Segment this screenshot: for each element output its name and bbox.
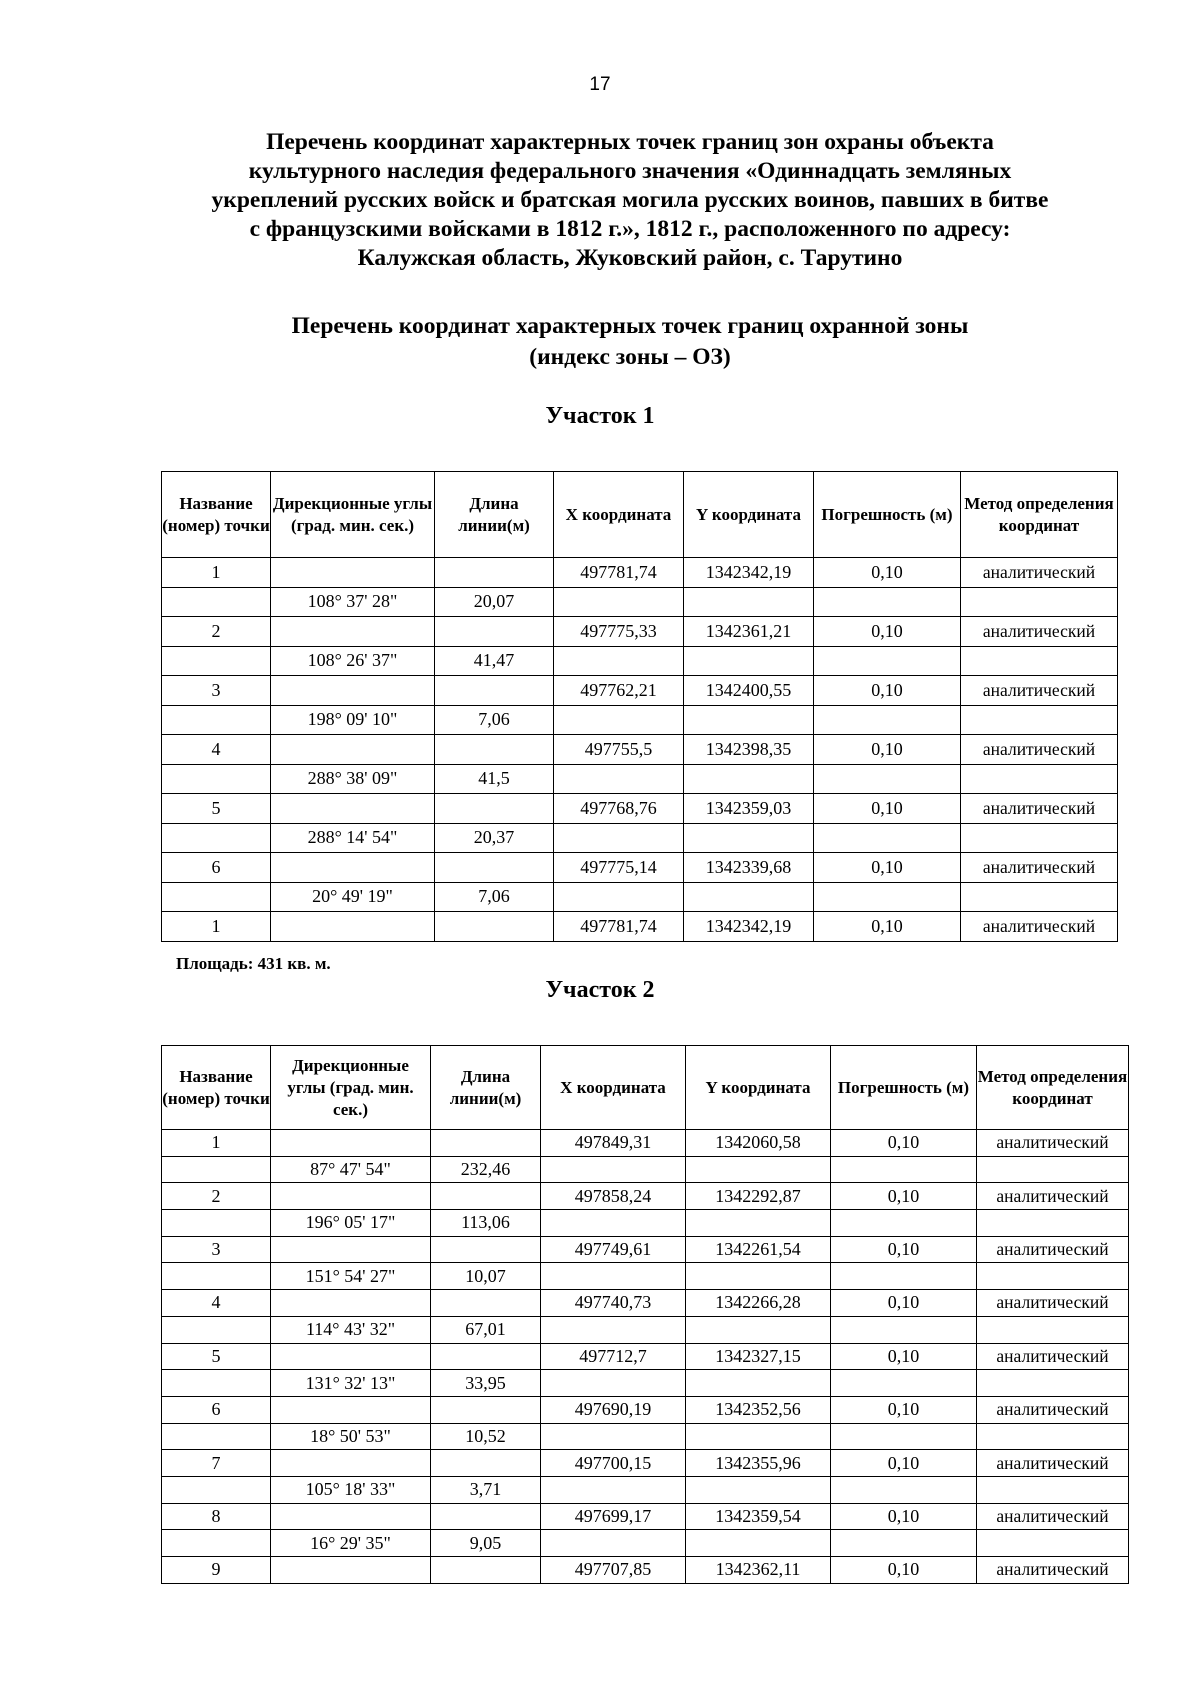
y-coordinate-cell: 1342361,21 xyxy=(684,617,814,647)
bearing-cell xyxy=(271,1450,431,1477)
x-coordinate-cell xyxy=(541,1476,686,1503)
point-name-cell xyxy=(162,587,271,617)
table-row xyxy=(162,1316,1129,1343)
section-title xyxy=(160,311,1100,373)
length-cell xyxy=(431,1236,541,1263)
table-row xyxy=(162,823,1118,853)
point-name-cell: 2 xyxy=(162,617,271,647)
bearing-cell: 151° 54' 27" xyxy=(271,1263,431,1290)
length-cell: 20,07 xyxy=(435,587,554,617)
subtitle-line: Перечень координат характерных точек границ охранной зоны xyxy=(291,313,969,339)
y-coordinate-cell: 1342327,15 xyxy=(686,1343,831,1370)
point-name-cell: 3 xyxy=(162,1236,271,1263)
table-row xyxy=(162,882,1118,912)
length-cell: 33,95 xyxy=(431,1370,541,1397)
y-coordinate-cell: 1342342,19 xyxy=(684,912,814,942)
x-coordinate-cell xyxy=(554,882,684,912)
accuracy-cell: 0,10 xyxy=(831,1130,977,1157)
accuracy-cell: 0,10 xyxy=(831,1343,977,1370)
y-coordinate-cell: 1342400,55 xyxy=(684,676,814,706)
length-cell xyxy=(431,1396,541,1423)
table-row xyxy=(162,1503,1129,1530)
area-note: Площадь: 431 кв. м. xyxy=(176,954,331,973)
bearing-cell: 288° 38' 09" xyxy=(271,764,435,794)
x-coordinate-cell xyxy=(554,646,684,676)
method-cell xyxy=(977,1370,1129,1397)
method-cell: аналитический xyxy=(977,1236,1129,1263)
point-name-cell xyxy=(162,1156,271,1183)
bearing-cell xyxy=(271,735,435,765)
bearing-cell: 20° 49' 19" xyxy=(271,882,435,912)
accuracy-cell xyxy=(814,823,961,853)
method-cell xyxy=(977,1316,1129,1343)
bearing-cell xyxy=(271,1183,431,1210)
x-coordinate-cell: 497781,74 xyxy=(554,912,684,942)
title-line: с французскими войсками в 1812 г.», 1812 г., расположенного по адресу: xyxy=(249,216,1011,242)
accuracy-cell: 0,10 xyxy=(814,794,961,824)
bearing-cell xyxy=(271,794,435,824)
column-header: Длина линии(м) xyxy=(435,472,554,558)
method-cell xyxy=(977,1530,1129,1557)
bearing-cell: 16° 29' 35" xyxy=(271,1530,431,1557)
accuracy-cell: 0,10 xyxy=(831,1396,977,1423)
accuracy-cell: 0,10 xyxy=(814,617,961,647)
length-cell: 41,5 xyxy=(435,764,554,794)
column-header: Y координата xyxy=(686,1046,831,1130)
column-header: Дирекционные углы (град. мин. сек.) xyxy=(271,472,435,558)
bearing-cell: 87° 47' 54" xyxy=(271,1156,431,1183)
bearing-cell xyxy=(271,558,435,588)
table-header-row xyxy=(162,1046,1129,1130)
y-coordinate-cell: 1342398,35 xyxy=(684,735,814,765)
table-body xyxy=(162,558,1118,942)
x-coordinate-cell xyxy=(554,823,684,853)
point-name-cell: 5 xyxy=(162,1343,271,1370)
point-name-cell: 3 xyxy=(162,676,271,706)
bearing-cell xyxy=(271,1290,431,1317)
table-row xyxy=(162,1236,1129,1263)
x-coordinate-cell: 497690,19 xyxy=(541,1396,686,1423)
point-name-cell: 8 xyxy=(162,1503,271,1530)
table-row xyxy=(162,853,1118,883)
x-coordinate-cell: 497749,61 xyxy=(541,1236,686,1263)
length-cell xyxy=(435,676,554,706)
column-header: Дирекционные углы (град. мин. сек.) xyxy=(271,1046,431,1130)
plot-1-heading: Участок 1 xyxy=(545,403,655,429)
x-coordinate-cell: 497699,17 xyxy=(541,1503,686,1530)
y-coordinate-cell: 1342261,54 xyxy=(686,1236,831,1263)
point-name-cell: 1 xyxy=(162,558,271,588)
bearing-cell: 114° 43' 32" xyxy=(271,1316,431,1343)
method-cell: аналитический xyxy=(961,558,1118,588)
y-coordinate-cell: 1342266,28 xyxy=(686,1290,831,1317)
accuracy-cell: 0,10 xyxy=(831,1236,977,1263)
y-coordinate-cell: 1342342,19 xyxy=(684,558,814,588)
length-cell xyxy=(431,1130,541,1157)
method-cell: аналитический xyxy=(977,1557,1129,1584)
bearing-cell: 108° 37' 28" xyxy=(271,587,435,617)
point-name-cell: 1 xyxy=(162,1130,271,1157)
method-cell xyxy=(961,646,1118,676)
y-coordinate-cell: 1342359,54 xyxy=(686,1503,831,1530)
x-coordinate-cell xyxy=(541,1263,686,1290)
column-header: Y координата xyxy=(684,472,814,558)
x-coordinate-cell: 497712,7 xyxy=(541,1343,686,1370)
y-coordinate-cell: 1342352,56 xyxy=(686,1396,831,1423)
accuracy-cell: 0,10 xyxy=(814,735,961,765)
bearing-cell: 288° 14' 54" xyxy=(271,823,435,853)
x-coordinate-cell: 497740,73 xyxy=(541,1290,686,1317)
length-cell xyxy=(435,558,554,588)
page-number: 17 xyxy=(589,74,611,95)
length-cell xyxy=(431,1290,541,1317)
accuracy-cell xyxy=(814,882,961,912)
y-coordinate-cell xyxy=(684,705,814,735)
bearing-cell xyxy=(271,1130,431,1157)
accuracy-cell: 0,10 xyxy=(831,1557,977,1584)
length-cell xyxy=(431,1343,541,1370)
title-line: культурного наследия федерального значения «Одиннадцать земляных xyxy=(248,158,1012,184)
method-cell: аналитический xyxy=(977,1183,1129,1210)
length-cell xyxy=(431,1450,541,1477)
length-cell xyxy=(435,794,554,824)
y-coordinate-cell xyxy=(686,1156,831,1183)
table-row xyxy=(162,1557,1129,1584)
y-coordinate-cell xyxy=(686,1530,831,1557)
subtitle-line: (индекс зоны – ОЗ) xyxy=(529,344,731,370)
column-header: X координата xyxy=(541,1046,686,1130)
point-name-cell xyxy=(162,764,271,794)
point-name-cell: 4 xyxy=(162,735,271,765)
accuracy-cell xyxy=(831,1423,977,1450)
accuracy-cell: 0,10 xyxy=(814,912,961,942)
accuracy-cell: 0,10 xyxy=(814,676,961,706)
method-cell: аналитический xyxy=(977,1290,1129,1317)
table-row xyxy=(162,1396,1129,1423)
bearing-cell xyxy=(271,1396,431,1423)
table-row xyxy=(162,676,1118,706)
x-coordinate-cell: 497775,33 xyxy=(554,617,684,647)
method-cell: аналитический xyxy=(961,617,1118,647)
x-coordinate-cell xyxy=(554,764,684,794)
accuracy-cell: 0,10 xyxy=(831,1183,977,1210)
accuracy-cell xyxy=(814,587,961,617)
table-row xyxy=(162,1423,1129,1450)
table-row xyxy=(162,705,1118,735)
x-coordinate-cell xyxy=(541,1210,686,1237)
table-row xyxy=(162,1530,1129,1557)
bearing-cell: 105° 18' 33" xyxy=(271,1476,431,1503)
table-row xyxy=(162,1130,1129,1157)
method-cell xyxy=(961,764,1118,794)
column-header: Метод определения координат xyxy=(977,1046,1129,1130)
bearing-cell xyxy=(271,912,435,942)
accuracy-cell xyxy=(831,1316,977,1343)
bearing-cell: 198° 09' 10" xyxy=(271,705,435,735)
table-row xyxy=(162,1210,1129,1237)
method-cell: аналитический xyxy=(961,735,1118,765)
bearing-cell: 196° 05' 17" xyxy=(271,1210,431,1237)
plot-2-coordinates-table xyxy=(161,1045,1129,1584)
y-coordinate-cell: 1342339,68 xyxy=(684,853,814,883)
x-coordinate-cell: 497781,74 xyxy=(554,558,684,588)
point-name-cell xyxy=(162,1476,271,1503)
column-header: Название (номер) точки xyxy=(162,472,271,558)
point-name-cell xyxy=(162,1210,271,1237)
length-cell xyxy=(435,735,554,765)
x-coordinate-cell xyxy=(554,587,684,617)
point-name-cell: 2 xyxy=(162,1183,271,1210)
accuracy-cell xyxy=(831,1210,977,1237)
method-cell: аналитический xyxy=(977,1503,1129,1530)
y-coordinate-cell: 1342359,03 xyxy=(684,794,814,824)
bearing-cell xyxy=(271,853,435,883)
title-line: укреплений русских войск и братская могила русских воинов, павших в битве xyxy=(211,187,1049,213)
method-cell: аналитический xyxy=(961,912,1118,942)
x-coordinate-cell: 497775,14 xyxy=(554,853,684,883)
accuracy-cell xyxy=(831,1476,977,1503)
point-name-cell: 6 xyxy=(162,1396,271,1423)
table-header-row xyxy=(162,472,1118,558)
column-header: Метод определения координат xyxy=(961,472,1118,558)
x-coordinate-cell: 497755,5 xyxy=(554,735,684,765)
length-cell: 113,06 xyxy=(431,1210,541,1237)
accuracy-cell: 0,10 xyxy=(814,558,961,588)
bearing-cell xyxy=(271,617,435,647)
x-coordinate-cell xyxy=(541,1370,686,1397)
bearing-cell xyxy=(271,1557,431,1584)
y-coordinate-cell: 1342060,58 xyxy=(686,1130,831,1157)
method-cell xyxy=(977,1263,1129,1290)
method-cell xyxy=(977,1423,1129,1450)
length-cell: 10,07 xyxy=(431,1263,541,1290)
plot-1-coordinates-table xyxy=(161,471,1118,942)
length-cell: 7,06 xyxy=(435,882,554,912)
length-cell xyxy=(435,912,554,942)
method-cell: аналитический xyxy=(961,853,1118,883)
point-name-cell xyxy=(162,705,271,735)
point-name-cell: 7 xyxy=(162,1450,271,1477)
table-row xyxy=(162,794,1118,824)
length-cell xyxy=(431,1503,541,1530)
accuracy-cell xyxy=(814,646,961,676)
x-coordinate-cell: 497768,76 xyxy=(554,794,684,824)
method-cell: аналитический xyxy=(961,676,1118,706)
x-coordinate-cell: 497849,31 xyxy=(541,1130,686,1157)
y-coordinate-cell xyxy=(686,1476,831,1503)
bearing-cell xyxy=(271,1236,431,1263)
x-coordinate-cell: 497858,24 xyxy=(541,1183,686,1210)
column-header: Погрешность (м) xyxy=(831,1046,977,1130)
point-name-cell: 1 xyxy=(162,912,271,942)
point-name-cell xyxy=(162,1263,271,1290)
point-name-cell: 5 xyxy=(162,794,271,824)
accuracy-cell: 0,10 xyxy=(831,1450,977,1477)
method-cell xyxy=(961,823,1118,853)
method-cell xyxy=(961,882,1118,912)
table-row xyxy=(162,1263,1129,1290)
y-coordinate-cell xyxy=(684,646,814,676)
accuracy-cell xyxy=(831,1370,977,1397)
length-cell xyxy=(435,617,554,647)
accuracy-cell xyxy=(814,764,961,794)
method-cell: аналитический xyxy=(977,1343,1129,1370)
bearing-cell xyxy=(271,676,435,706)
length-cell: 20,37 xyxy=(435,823,554,853)
point-name-cell: 4 xyxy=(162,1290,271,1317)
table-row xyxy=(162,558,1118,588)
point-name-cell: 6 xyxy=(162,853,271,883)
accuracy-cell xyxy=(814,705,961,735)
x-coordinate-cell xyxy=(541,1156,686,1183)
table-row xyxy=(162,764,1118,794)
table-row xyxy=(162,1183,1129,1210)
point-name-cell xyxy=(162,1423,271,1450)
y-coordinate-cell xyxy=(686,1370,831,1397)
accuracy-cell: 0,10 xyxy=(814,853,961,883)
table-row xyxy=(162,1290,1129,1317)
y-coordinate-cell: 1342292,87 xyxy=(686,1183,831,1210)
y-coordinate-cell xyxy=(686,1210,831,1237)
method-cell: аналитический xyxy=(977,1130,1129,1157)
point-name-cell xyxy=(162,823,271,853)
accuracy-cell xyxy=(831,1156,977,1183)
x-coordinate-cell xyxy=(554,705,684,735)
length-cell xyxy=(435,853,554,883)
length-cell: 7,06 xyxy=(435,705,554,735)
length-cell: 9,05 xyxy=(431,1530,541,1557)
bearing-cell xyxy=(271,1343,431,1370)
plot-2-heading: Участок 2 xyxy=(545,977,655,1003)
accuracy-cell: 0,10 xyxy=(831,1503,977,1530)
x-coordinate-cell: 497700,15 xyxy=(541,1450,686,1477)
column-header: Название (номер) точки xyxy=(162,1046,271,1130)
x-coordinate-cell: 497762,21 xyxy=(554,676,684,706)
x-coordinate-cell xyxy=(541,1316,686,1343)
x-coordinate-cell xyxy=(541,1530,686,1557)
table-row xyxy=(162,1156,1129,1183)
bearing-cell: 108° 26' 37" xyxy=(271,646,435,676)
x-coordinate-cell xyxy=(541,1423,686,1450)
y-coordinate-cell xyxy=(684,882,814,912)
table-row xyxy=(162,1450,1129,1477)
length-cell: 67,01 xyxy=(431,1316,541,1343)
table-row xyxy=(162,617,1118,647)
table-row xyxy=(162,646,1118,676)
accuracy-cell: 0,10 xyxy=(831,1290,977,1317)
table-row xyxy=(162,1476,1129,1503)
point-name-cell xyxy=(162,646,271,676)
point-name-cell xyxy=(162,1370,271,1397)
method-cell xyxy=(977,1210,1129,1237)
point-name-cell xyxy=(162,1316,271,1343)
column-header: Длина линии(м) xyxy=(431,1046,541,1130)
point-name-cell xyxy=(162,882,271,912)
length-cell: 41,47 xyxy=(435,646,554,676)
method-cell: аналитический xyxy=(977,1450,1129,1477)
method-cell xyxy=(961,705,1118,735)
accuracy-cell xyxy=(831,1263,977,1290)
table-row xyxy=(162,735,1118,765)
point-name-cell xyxy=(162,1530,271,1557)
y-coordinate-cell xyxy=(686,1316,831,1343)
y-coordinate-cell: 1342355,96 xyxy=(686,1450,831,1477)
y-coordinate-cell: 1342362,11 xyxy=(686,1557,831,1584)
y-coordinate-cell xyxy=(686,1423,831,1450)
length-cell: 232,46 xyxy=(431,1156,541,1183)
y-coordinate-cell xyxy=(684,764,814,794)
method-cell xyxy=(977,1156,1129,1183)
method-cell: аналитический xyxy=(977,1396,1129,1423)
length-cell xyxy=(431,1557,541,1584)
table-row xyxy=(162,1370,1129,1397)
table-row xyxy=(162,1343,1129,1370)
method-cell xyxy=(977,1476,1129,1503)
table-body xyxy=(162,1130,1129,1584)
x-coordinate-cell: 497707,85 xyxy=(541,1557,686,1584)
length-cell: 3,71 xyxy=(431,1476,541,1503)
y-coordinate-cell xyxy=(684,587,814,617)
method-cell: аналитический xyxy=(961,794,1118,824)
length-cell: 10,52 xyxy=(431,1423,541,1450)
accuracy-cell xyxy=(831,1530,977,1557)
bearing-cell xyxy=(271,1503,431,1530)
length-cell xyxy=(431,1183,541,1210)
y-coordinate-cell xyxy=(686,1263,831,1290)
y-coordinate-cell xyxy=(684,823,814,853)
bearing-cell: 18° 50' 53" xyxy=(271,1423,431,1450)
title-line: Перечень координат характерных точек границ зон охраны объекта xyxy=(266,129,994,155)
column-header: X координата xyxy=(554,472,684,558)
table-row xyxy=(162,912,1118,942)
bearing-cell: 131° 32' 13" xyxy=(271,1370,431,1397)
method-cell xyxy=(961,587,1118,617)
column-header: Погрешность (м) xyxy=(814,472,961,558)
table-row xyxy=(162,587,1118,617)
title-line: Калужская область, Жуковский район, с. Тарутино xyxy=(357,245,903,271)
document-title xyxy=(160,128,1100,273)
point-name-cell: 9 xyxy=(162,1557,271,1584)
